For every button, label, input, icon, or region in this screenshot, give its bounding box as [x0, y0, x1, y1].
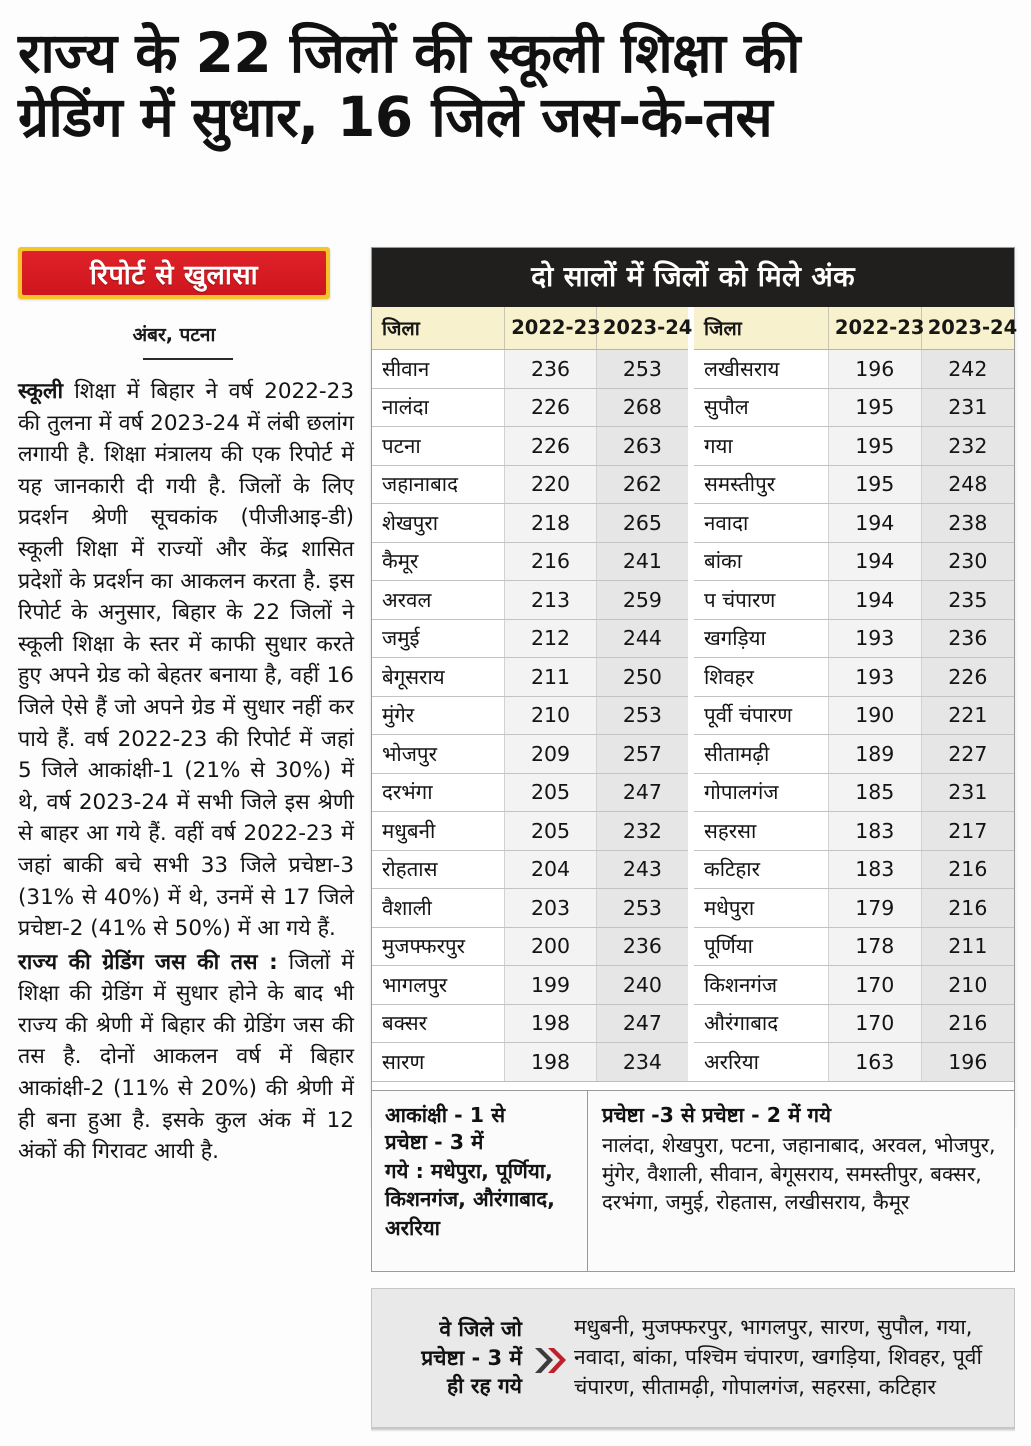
cell-score-2022-23: 194 [828, 504, 921, 543]
report-badge-label: रिपोर्ट से खुलासा [89, 259, 259, 291]
cell-district: जमुई [372, 619, 505, 658]
cell-score-2022-23: 193 [828, 619, 921, 658]
banner-label-line-3: ही रह गये [447, 1374, 522, 1399]
table-row [372, 1004, 688, 1043]
cell-score-2022-23: 179 [828, 889, 921, 928]
headline-line-2: ग्रेडिंग में सुधार, 16 जिले जस-के-तस [18, 84, 773, 149]
movers-a-gaye-label: गये : [385, 1158, 424, 1183]
article-paragraph-1 [18, 376, 354, 945]
scores-table-right [694, 307, 1018, 1081]
cell-score-2023-24: 196 [921, 1043, 1014, 1081]
scores-table-panel [371, 247, 1018, 1127]
column-header-district: जिला [372, 307, 505, 350]
table-row [372, 889, 688, 928]
cell-district: पूर्णिया [694, 927, 828, 966]
cell-score-2023-24: 216 [921, 1004, 1014, 1043]
table-header-row [694, 307, 1014, 350]
article-para-1-text: शिक्षा में बिहार ने वर्ष 2022-23 की तुलना में वर्ष 2023-24 में लंबी छलांग लगायी है. शिक्षा मंत्रालय की एक रिपोर्ट में यह जानकारी दी गयी है. जिलों के लिए प्रदर्शन श्रेणी सूचकांक (पीजीआइ-डी) स्कूली शिक्षा में राज्यों और केंद्र शासित प्रदेशों के प्रदर्शन का आकलन करता है. इस रिपोर्ट के अनुसार, बिहार के 22 जिलों ने स्कूली शिक्षा के स्तर में काफी सुधार करते हुए अपने ग्रेड को बेहतर बनाया है, वहीं 16 जिले ऐसे हैं जो अपने ग्रेड में सुधार नहीं कर पाये हैं. वर्ष 2022-23 की रिपोर्ट में जहां 5 जिले आकांक्षी-1 (21% से 30%) में थे, वर्ष 2023-24 में सभी जिले इस श्रेणी से बाहर आ गये हैं. वहीं वर्ष 2022-23 में जहां बाकी बचे सभी 33 जिले प्रचेष्टा-3 (31% से 40%) में थे, उनमें से 17 जिले प्रचेष्टा-2 (41% से 50%) में आ गये हैं. [18, 379, 354, 942]
cell-score-2022-23: 198 [505, 1043, 597, 1081]
cell-district: नालंदा [372, 388, 505, 427]
cell-score-2022-23: 195 [828, 388, 921, 427]
table-row [372, 927, 688, 966]
article-subheading: राज्य की ग्रेडिंग जस की तस : [18, 949, 278, 975]
cell-score-2023-24: 244 [596, 619, 688, 658]
scores-table-left-body [372, 350, 688, 1081]
cell-score-2023-24: 265 [596, 504, 688, 543]
unchanged-districts-banner [371, 1288, 1015, 1428]
cell-district: बक्सर [372, 1004, 505, 1043]
table-half-right [693, 307, 1018, 1081]
article-body [18, 376, 354, 1168]
banner-label-line-1: वे जिले जो [439, 1317, 522, 1342]
cell-score-2022-23: 198 [505, 1004, 597, 1043]
cell-score-2022-23: 194 [828, 581, 921, 620]
movers-a-heading-line-3 [385, 1159, 555, 1240]
cell-score-2023-24: 259 [596, 581, 688, 620]
cell-score-2022-23: 163 [828, 1043, 921, 1081]
cell-district: मुंगेर [372, 696, 505, 735]
table-row [694, 696, 1014, 735]
cell-district: मधुबनी [372, 812, 505, 851]
table-title: दो सालों में जिलों को मिले अंक [372, 248, 1014, 307]
report-badge [18, 247, 330, 299]
article-lead-word: स्कूली [18, 379, 64, 404]
cell-score-2023-24: 257 [596, 735, 688, 774]
cell-score-2023-24: 227 [921, 735, 1014, 774]
column-header-district: जिला [694, 307, 828, 350]
cell-score-2023-24: 247 [596, 773, 688, 812]
cell-district: मधेपुरा [694, 889, 828, 928]
cell-score-2023-24: 211 [921, 927, 1014, 966]
cell-district: किशनगंज [694, 966, 828, 1005]
table-row [694, 773, 1014, 812]
cell-score-2023-24: 248 [921, 465, 1014, 504]
cell-score-2023-24: 268 [596, 388, 688, 427]
cell-district: शिवहर [694, 658, 828, 697]
cell-district: भोजपुर [372, 735, 505, 774]
article-para-2-text: जिलों में शिक्षा की ग्रेडिंग में सुधार होने के बाद भी राज्य की श्रेणी में बिहार की ग्रेडिंग जस की तस है. दोनों आकलन वर्ष में बिहार आकांक्षी-2 (11% से 20%) की श्रेणी में ही बना हुआ है. इसके कुल अंक में 12 अंकों की गिरावट आयी है. [18, 949, 354, 1165]
cell-score-2023-24: 234 [596, 1043, 688, 1081]
table-row [694, 889, 1014, 928]
cell-district: कटिहार [694, 850, 828, 889]
movers-panel [371, 1090, 1015, 1272]
cell-score-2022-23: 195 [828, 465, 921, 504]
table-header-row [372, 307, 688, 350]
cell-district: शेखपुरा [372, 504, 505, 543]
cell-score-2022-23: 210 [505, 696, 597, 735]
cell-score-2023-24: 217 [921, 812, 1014, 851]
cell-district: अरवल [372, 581, 505, 620]
table-row [694, 812, 1014, 851]
table-row [372, 542, 688, 581]
cell-district: खगड़िया [694, 619, 828, 658]
banner-label [382, 1315, 530, 1400]
cell-score-2022-23: 178 [828, 927, 921, 966]
cell-district: सारण [372, 1043, 505, 1081]
column-header-2022: 2022-23 [505, 307, 597, 350]
cell-score-2023-24: 253 [596, 889, 688, 928]
cell-score-2023-24: 253 [596, 350, 688, 389]
banner-districts: मधुबनी, मुजफ्फरपुर, भागलपुर, सारण, सुपौल, गया, नवादा, बांका, पश्चिम चंपारण, खगड़िया, शिवहर, पूर्वी चंपारण, सीतामढ़ी, गोपालगंज, सहरसा, कटिहार [574, 1315, 982, 1399]
cell-district: सीतामढ़ी [694, 735, 828, 774]
scores-table-right-body [694, 350, 1014, 1081]
cell-district: समस्तीपुर [694, 465, 828, 504]
table-row [372, 658, 688, 697]
cell-district: औरंगाबाद [694, 1004, 828, 1043]
cell-district: सुपौल [694, 388, 828, 427]
cell-score-2023-24: 216 [921, 889, 1014, 928]
cell-score-2022-23: 193 [828, 658, 921, 697]
byline-divider [143, 358, 233, 360]
table-row [372, 619, 688, 658]
table-row [694, 350, 1014, 389]
table-row [694, 1004, 1014, 1043]
table-row [372, 812, 688, 851]
byline: अंबर, पटना [132, 324, 216, 346]
cell-score-2022-23: 170 [828, 1004, 921, 1043]
scores-table-left [372, 307, 693, 1081]
cell-score-2022-23: 218 [505, 504, 597, 543]
article-paragraph-2 [18, 947, 354, 1168]
banner-label-line-2: प्रचेष्टा - 3 में [421, 1345, 522, 1370]
cell-score-2022-23: 170 [828, 966, 921, 1005]
table-half-left [372, 307, 693, 1081]
movers-b-districts: नालंदा, शेखपुरा, पटना, जहानाबाद, अरवल, भोजपुर, मुंगेर, वैशाली, सीवान, बेगूसराय, समस्तीपुर, बक्सर, दरभंगा, जमुई, रोहतास, लखीसराय, कैमूर [602, 1133, 996, 1215]
movers-panel-prachesta [588, 1091, 1014, 1271]
table-row [372, 1043, 688, 1081]
cell-score-2022-23: 200 [505, 927, 597, 966]
movers-a-heading-line-2: प्रचेष्टा - 3 में [385, 1130, 484, 1155]
movers-b-heading: प्रचेष्टा -3 से प्रचेष्टा - 2 में गये [602, 1103, 831, 1127]
table-row [372, 966, 688, 1005]
table-row [694, 1043, 1014, 1081]
table-row [694, 619, 1014, 658]
table-row [372, 850, 688, 889]
cell-district: दरभंगा [372, 773, 505, 812]
table-row [372, 504, 688, 543]
cell-score-2023-24: 247 [596, 1004, 688, 1043]
table-row [372, 465, 688, 504]
cell-score-2022-23: 194 [828, 542, 921, 581]
table-row [372, 696, 688, 735]
table-row [694, 966, 1014, 1005]
cell-district: अररिया [694, 1043, 828, 1081]
page-headline [18, 22, 1014, 150]
cell-score-2023-24: 231 [921, 388, 1014, 427]
cell-score-2023-24: 210 [921, 966, 1014, 1005]
column-header-2023: 2023-24 [921, 307, 1014, 350]
cell-district: भागलपुर [372, 966, 505, 1005]
table-row [694, 465, 1014, 504]
cell-score-2022-23: 185 [828, 773, 921, 812]
article-column [18, 247, 358, 1427]
cell-score-2023-24: 241 [596, 542, 688, 581]
cell-district: रोहतास [372, 850, 505, 889]
cell-score-2022-23: 190 [828, 696, 921, 735]
cell-score-2022-23: 204 [505, 850, 597, 889]
movers-a-heading [385, 1102, 577, 1242]
cell-district: कैमूर [372, 542, 505, 581]
cell-score-2023-24: 253 [596, 696, 688, 735]
column-header-2022: 2022-23 [828, 307, 921, 350]
cell-score-2023-24: 243 [596, 850, 688, 889]
table-two-column-wrapper [372, 307, 1018, 1081]
cell-score-2022-23: 183 [828, 812, 921, 851]
table-row [694, 504, 1014, 543]
table-row [694, 850, 1014, 889]
headline-line-1: राज्य के 22 जिलों की स्कूली शिक्षा की [18, 21, 800, 85]
table-row [694, 388, 1014, 427]
movers-panel-aspirational [372, 1091, 588, 1271]
cell-score-2022-23: 220 [505, 465, 597, 504]
cell-district: नवादा [694, 504, 828, 543]
cell-district: सहरसा [694, 812, 828, 851]
cell-score-2022-23: 212 [505, 619, 597, 658]
cell-district: पूर्वी चंपारण [694, 696, 828, 735]
cell-score-2022-23: 199 [505, 966, 597, 1005]
cell-score-2022-23: 203 [505, 889, 597, 928]
cell-score-2022-23: 189 [828, 735, 921, 774]
cell-score-2023-24: 250 [596, 658, 688, 697]
cell-score-2023-24: 216 [921, 850, 1014, 889]
cell-score-2022-23: 226 [505, 427, 597, 466]
cell-score-2023-24: 236 [921, 619, 1014, 658]
cell-score-2022-23: 183 [828, 850, 921, 889]
cell-score-2023-24: 221 [921, 696, 1014, 735]
cell-score-2023-24: 231 [921, 773, 1014, 812]
table-row [372, 581, 688, 620]
cell-score-2023-24: 230 [921, 542, 1014, 581]
double-chevron-icon [530, 1340, 570, 1376]
cell-district: प चंपारण [694, 581, 828, 620]
cell-district: पटना [372, 427, 505, 466]
cell-score-2023-24: 242 [921, 350, 1014, 389]
cell-score-2023-24: 232 [921, 427, 1014, 466]
cell-score-2022-23: 226 [505, 388, 597, 427]
cell-score-2023-24: 226 [921, 658, 1014, 697]
report-badge-inner [22, 251, 326, 295]
cell-district: सीवान [372, 350, 505, 389]
cell-district: गोपालगंज [694, 773, 828, 812]
movers-a-heading-line-1: आकांक्षी - 1 से [385, 1103, 506, 1127]
cell-score-2023-24: 262 [596, 465, 688, 504]
cell-score-2022-23: 209 [505, 735, 597, 774]
table-row [694, 542, 1014, 581]
cell-score-2023-24: 240 [596, 966, 688, 1005]
cell-score-2022-23: 195 [828, 427, 921, 466]
column-header-2023: 2023-24 [596, 307, 688, 350]
cell-district: बांका [694, 542, 828, 581]
cell-score-2023-24: 232 [596, 812, 688, 851]
table-row [372, 427, 688, 466]
cell-district: वैशाली [372, 889, 505, 928]
cell-score-2022-23: 236 [505, 350, 597, 389]
cell-score-2022-23: 205 [505, 773, 597, 812]
cell-district: जहानाबाद [372, 465, 505, 504]
table-row [694, 658, 1014, 697]
table-row [694, 735, 1014, 774]
cell-score-2023-24: 263 [596, 427, 688, 466]
table-row [372, 350, 688, 389]
cell-score-2023-24: 236 [596, 927, 688, 966]
movers-a-districts: मधेपुरा, पूर्णिया, किशनगंज, औरंगाबाद, अररिया [385, 1158, 555, 1240]
table-row [372, 735, 688, 774]
banner-bottom-shadow [371, 1428, 1015, 1432]
cell-score-2022-23: 196 [828, 350, 921, 389]
table-row [372, 388, 688, 427]
cell-score-2023-24: 235 [921, 581, 1014, 620]
cell-score-2022-23: 211 [505, 658, 597, 697]
cell-score-2022-23: 213 [505, 581, 597, 620]
cell-district: गया [694, 427, 828, 466]
cell-district: लखीसराय [694, 350, 828, 389]
cell-district: बेगूसराय [372, 658, 505, 697]
cell-score-2023-24: 238 [921, 504, 1014, 543]
cell-score-2022-23: 216 [505, 542, 597, 581]
cell-district: मुजफ्फरपुर [372, 927, 505, 966]
cell-score-2022-23: 205 [505, 812, 597, 851]
table-row [694, 927, 1014, 966]
table-row [372, 773, 688, 812]
table-row [694, 581, 1014, 620]
table-row [694, 427, 1014, 466]
